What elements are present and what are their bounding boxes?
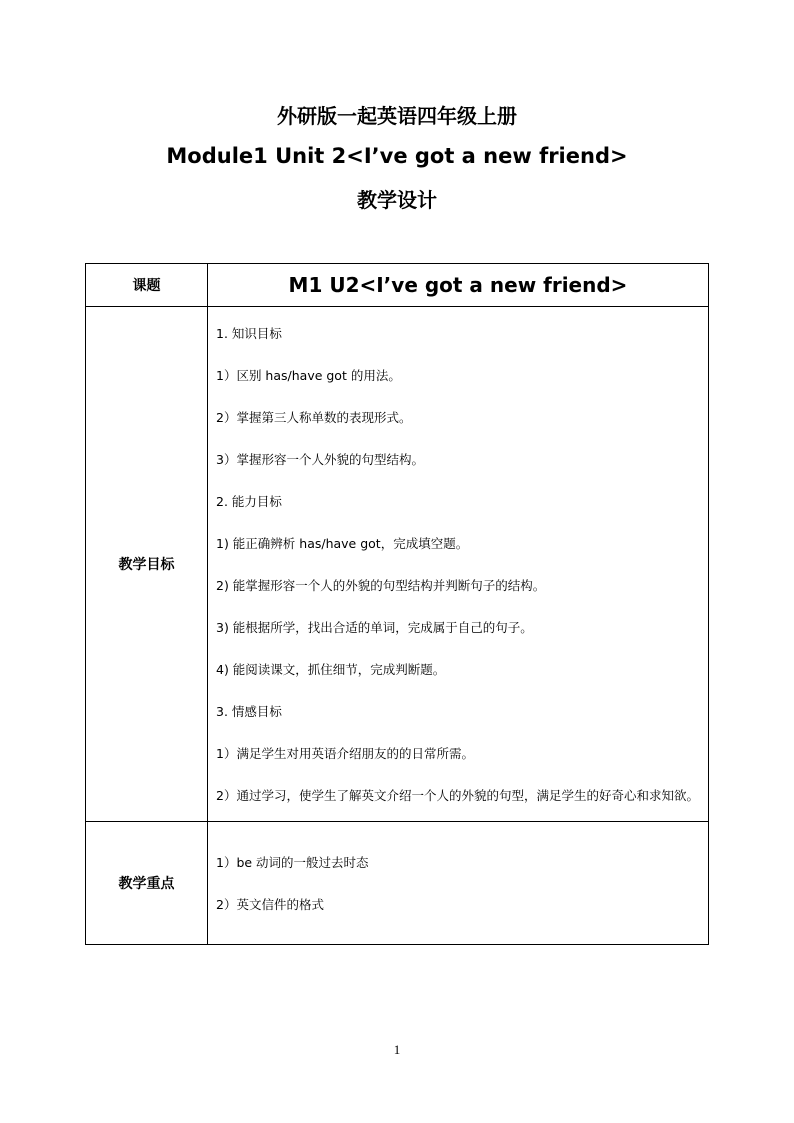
table-row-focus <box>86 822 709 945</box>
goal-line: 1) 能正确辨析 has/have got，完成填空题。 <box>216 536 469 551</box>
goal-line: 2）掌握第三人称单数的表现形式。 <box>216 410 412 425</box>
focus-line: 2）英文信件的格式 <box>216 897 324 912</box>
goal-line: 2. 能力目标 <box>216 494 282 509</box>
lesson-plan-table <box>85 263 709 945</box>
goal-line: 3. 情感目标 <box>216 704 282 719</box>
page-number: 1 <box>393 1042 401 1057</box>
table-row-topic <box>86 264 709 307</box>
goal-line: 2）通过学习，使学生了解英文介绍一个人的外貌的句型，满足学生的好奇心和求知欲。 <box>216 788 699 803</box>
document-title <box>0 100 794 216</box>
topic-label: 课题 <box>86 264 208 307</box>
focus-label: 教学重点 <box>86 822 208 945</box>
focus-line: 1）be 动词的一般过去时态 <box>216 855 369 870</box>
goal-line: 4) 能阅读课文，抓住细节，完成判断题。 <box>216 662 446 677</box>
goal-line: 1）满足学生对用英语介绍朋友的的日常所需。 <box>216 746 474 761</box>
goal-line: 1）区别 has/have got 的用法。 <box>216 368 401 383</box>
title-line-2: Module1 Unit 2<I’ve got a new friend> <box>166 144 628 168</box>
goals-label: 教学目标 <box>86 307 208 822</box>
goals-cell <box>208 307 709 822</box>
goal-line: 2) 能掌握形容一个人的外貌的句型结构并判断句子的结构。 <box>216 578 546 593</box>
topic-value: M1 U2<I’ve got a new friend> <box>208 264 709 307</box>
goal-line: 3) 能根据所学，找出合适的单词，完成属于自己的句子。 <box>216 620 533 635</box>
goal-line: 1. 知识目标 <box>216 326 282 341</box>
title-line-1: 外研版一起英语四年级上册 <box>277 104 517 128</box>
title-line-3: 教学设计 <box>357 188 437 212</box>
goal-line: 3）掌握形容一个人外貌的句型结构。 <box>216 452 424 467</box>
focus-cell <box>208 822 709 945</box>
table-row-goals <box>86 307 709 822</box>
